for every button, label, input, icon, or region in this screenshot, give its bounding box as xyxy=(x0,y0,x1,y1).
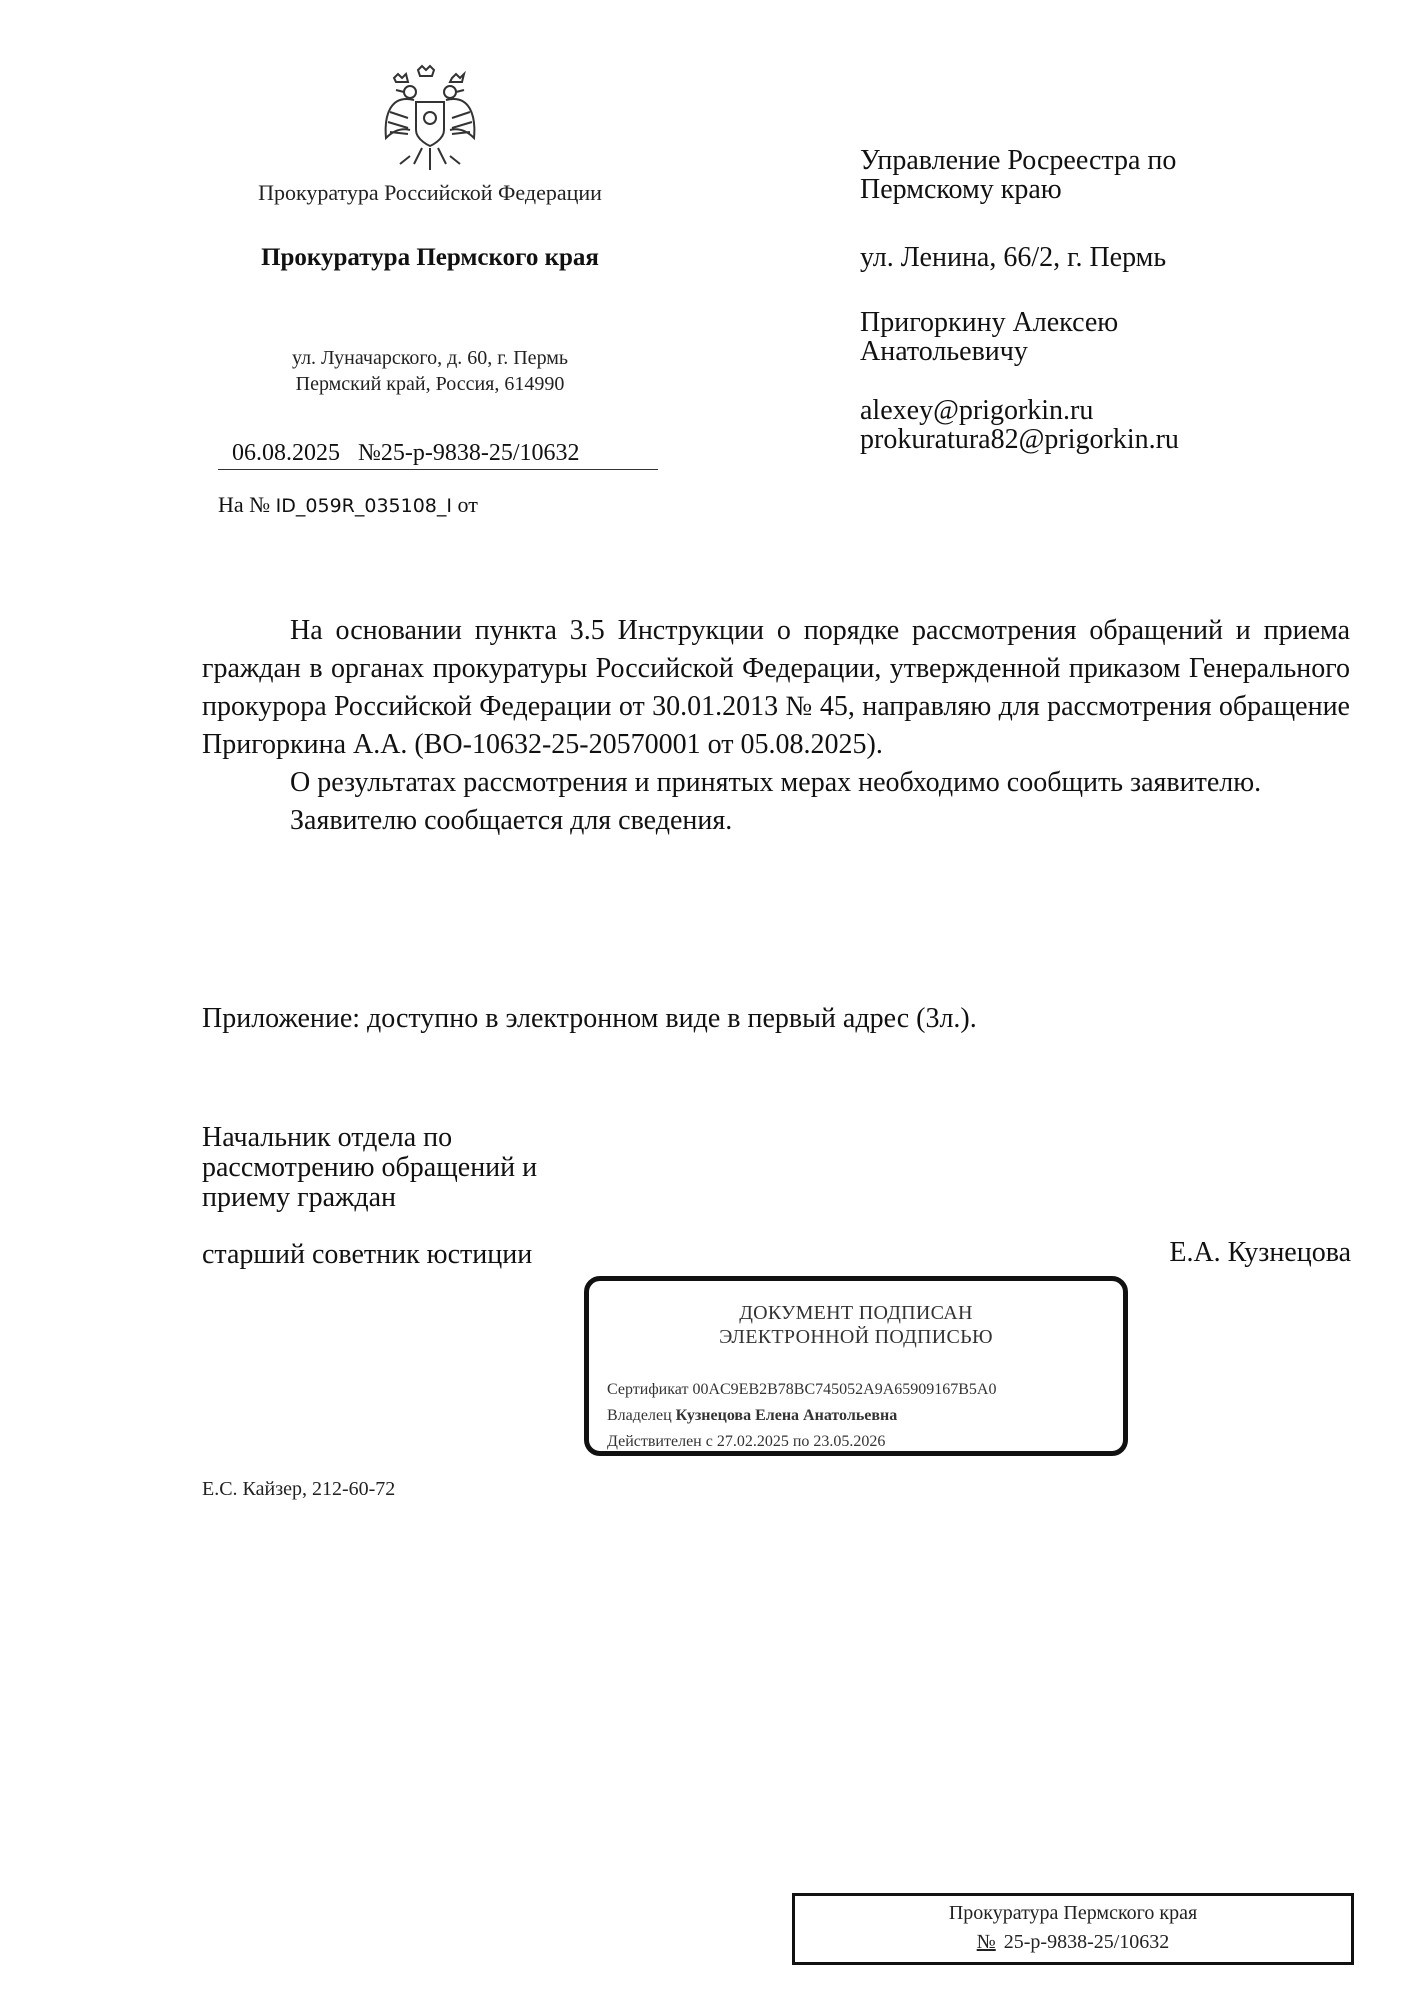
stamp-valid-label: Действителен xyxy=(607,1433,702,1450)
agency-federal-name: Прокуратура Российской Федерации xyxy=(258,180,602,205)
electronic-signature-stamp xyxy=(584,1276,1128,1456)
stamp-validity xyxy=(607,1433,885,1451)
stamp-valid-to-label: по xyxy=(792,1433,810,1450)
body-paragraph-1: На основании пункта 3.5 Инструкции о порядке рассмотрения обращений и приема граждан в органах прокуратуры Российской Федерации, утвержденной приказом Генерального прокурора Российской Федерации от 30.01.2013 № 45, направляю для рассмотрения обращение Пригоркина А.А. (ВО-10632-25-20570001 от 05.08.2025). xyxy=(202,615,1350,760)
registration-underline xyxy=(218,469,658,470)
ref-prefix: На № xyxy=(218,492,271,517)
signer-title-line2: рассмотрению обращений и xyxy=(202,1152,538,1183)
reg-box-number-sign: № xyxy=(976,1931,996,1953)
recipient-person-line2: Анатольевичу xyxy=(860,336,1028,367)
stamp-title-line2: ЭЛЕКТРОННОЙ ПОДПИСЬЮ xyxy=(719,1326,993,1348)
registration-box xyxy=(792,1893,1354,1965)
stamp-title xyxy=(589,1301,1123,1349)
signer-title-line3: приему граждан xyxy=(202,1182,397,1213)
recipient-org-line2: Пермскому краю xyxy=(860,174,1062,205)
stamp-valid-to: 23.05.2026 xyxy=(813,1433,886,1450)
body-paragraph-2: О результатах рассмотрения и принятых мерах необходимо сообщить заявителю. xyxy=(290,767,1262,798)
stamp-valid-from: 27.02.2025 xyxy=(716,1433,789,1450)
stamp-cert-value: 00AC9EB2B78BC745052A9A65909167B5A0 xyxy=(692,1381,997,1398)
agency-address xyxy=(200,345,660,397)
stamp-certificate xyxy=(607,1381,996,1399)
agency-address-line1: ул. Луначарского, д. 60, г. Пермь xyxy=(291,347,569,369)
recipient-email-2: prokuratura82@prigorkin.ru xyxy=(860,424,1179,455)
incoming-reference xyxy=(218,492,478,518)
stamp-title-line1: ДОКУМЕНТ ПОДПИСАН xyxy=(739,1302,973,1324)
stamp-owner-value: Кузнецова Елена Анатольевна xyxy=(675,1407,898,1424)
recipient-person xyxy=(860,308,1118,366)
recipient-emails xyxy=(860,396,1179,454)
reg-box-org: Прокуратура Пермского края xyxy=(948,1902,1198,1924)
coat-of-arms-icon xyxy=(380,64,480,176)
letter-body xyxy=(202,612,1350,840)
ref-suffix: от xyxy=(457,492,478,517)
reg-box-number-row xyxy=(795,1931,1351,1954)
body-paragraph-3: Заявителю сообщается для сведения. xyxy=(290,805,733,836)
outgoing-date: 06.08.2025 xyxy=(232,440,340,466)
ref-id: ID_059R_035108_I xyxy=(275,495,452,517)
signer-title-line1: Начальник отдела по xyxy=(202,1122,453,1153)
outgoing-registration xyxy=(218,440,658,470)
executor-contact: Е.С. Кайзер, 212-60-72 xyxy=(202,1478,396,1500)
stamp-cert-label: Сертификат xyxy=(607,1381,689,1398)
stamp-owner-label: Владелец xyxy=(607,1407,672,1424)
signer-title xyxy=(202,1123,537,1213)
reg-box-number: 25-р-9838-25/10632 xyxy=(1003,1931,1170,1953)
agency-regional-name: Прокуратура Пермского края xyxy=(261,244,599,271)
attachment-note: Приложение: доступно в электронном виде в первый адрес (3л.). xyxy=(202,1003,977,1034)
stamp-valid-from-label: с xyxy=(705,1433,713,1450)
recipient-organization xyxy=(860,146,1176,204)
recipient-email-1: alexey@prigorkin.ru xyxy=(860,395,1094,426)
recipient-org-line1: Управление Росреестра по xyxy=(860,145,1177,176)
stamp-owner xyxy=(607,1407,897,1425)
recipient-address: ул. Ленина, 66/2, г. Пермь xyxy=(860,242,1167,273)
signer-rank: старший советник юстиции xyxy=(202,1239,533,1270)
agency-address-line2: Пермский край, Россия, 614990 xyxy=(295,373,565,395)
outgoing-number: №25-р-9838-25/10632 xyxy=(358,440,580,466)
signer-name: Е.А. Кузнецова xyxy=(1169,1237,1351,1268)
recipient-person-line1: Пригоркину Алексею xyxy=(860,307,1119,338)
